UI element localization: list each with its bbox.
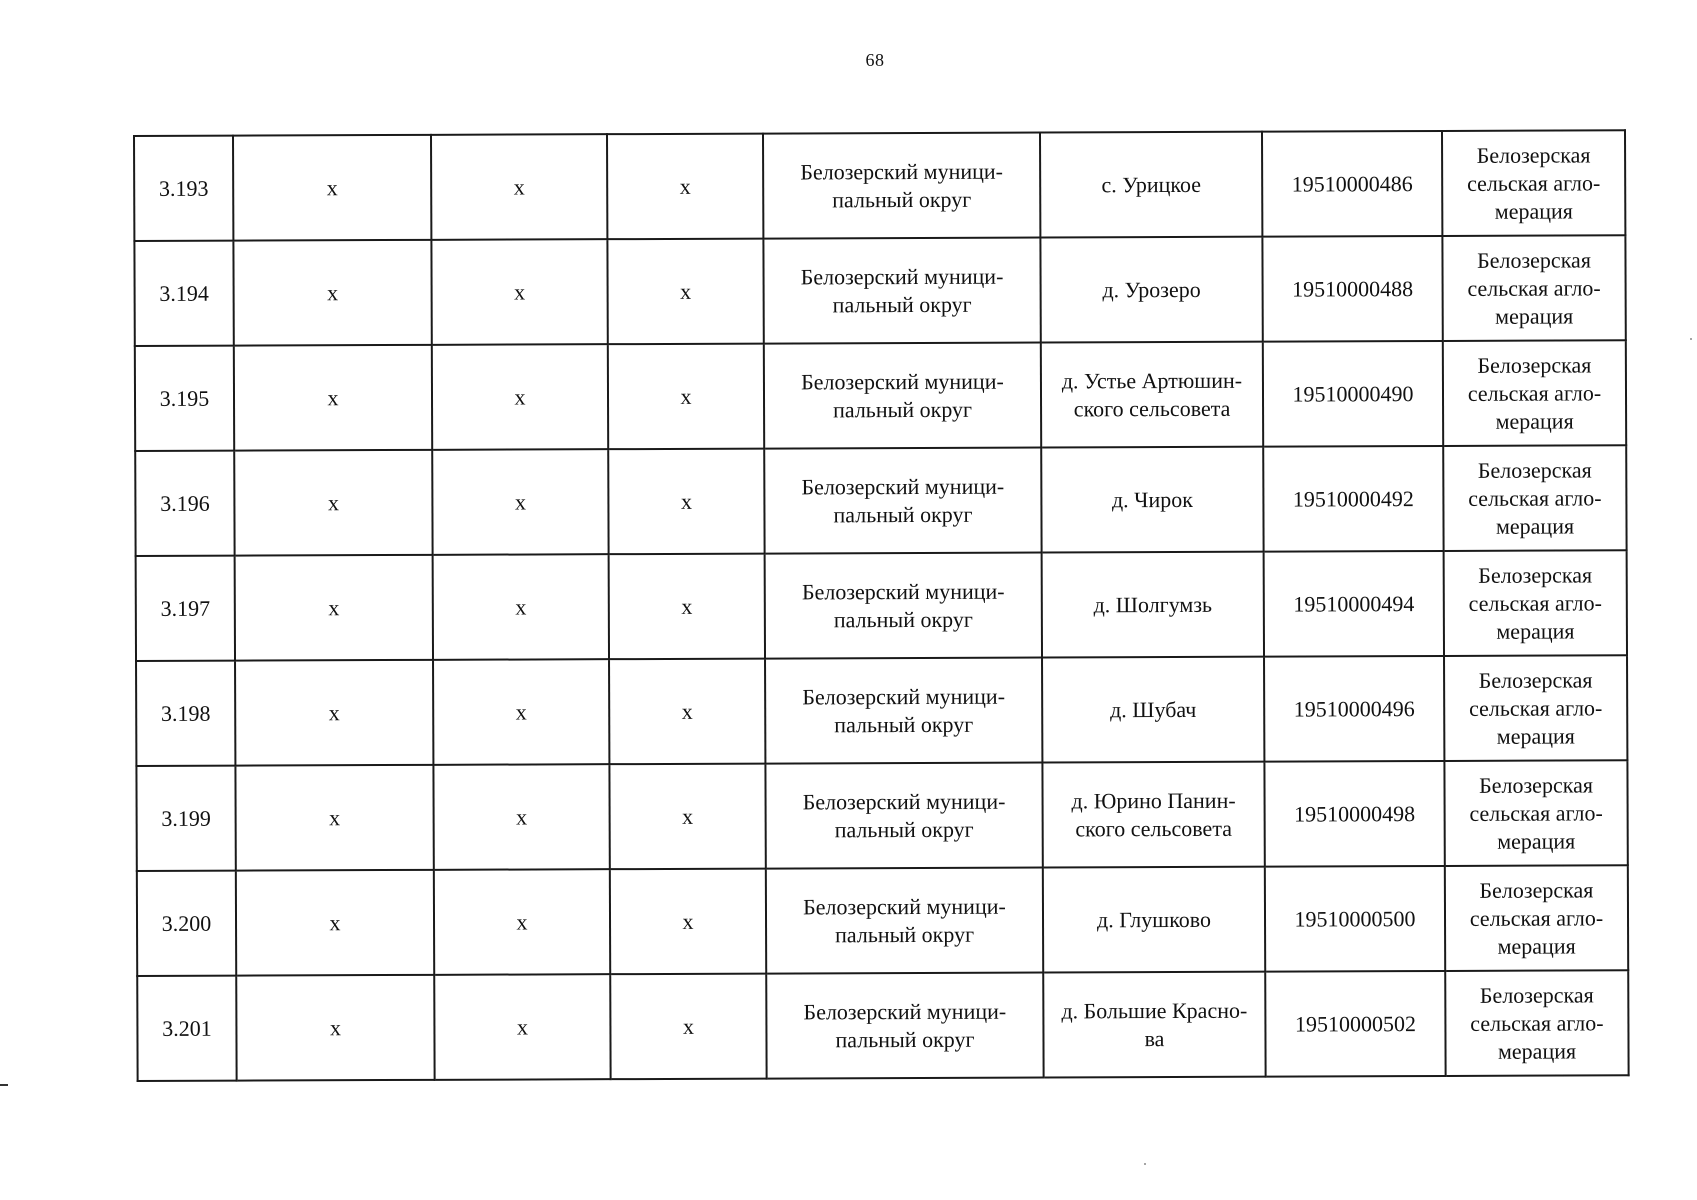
cell-district-text: Белозерский муници- пальный округ <box>801 368 1004 422</box>
cell-x-mark <box>610 974 766 1080</box>
cell-agglomeration <box>1443 340 1626 446</box>
cell-x-mark-text: х <box>681 593 693 619</box>
cell-settlement-text: д. Юрино Панин- ского сельсовета <box>1071 787 1236 841</box>
cell-x-mark <box>608 449 764 555</box>
cell-code-text: 19510000486 <box>1291 170 1413 197</box>
cell-settlement <box>1040 237 1262 343</box>
cell-code <box>1263 341 1443 447</box>
cell-x-mark-text: х <box>680 278 692 304</box>
cell-number-text: 3.201 <box>162 1015 212 1041</box>
margin-mark <box>0 1084 8 1086</box>
cell-agglomeration-text: Белозерская сельская агло- мерация <box>1466 141 1601 224</box>
cell-number <box>135 451 234 556</box>
cell-number-text: 3.200 <box>161 910 212 936</box>
table-row <box>135 340 1626 451</box>
cell-district-text: Белозерский муници- пальный округ <box>803 998 1007 1052</box>
cell-agglomeration <box>1444 760 1627 866</box>
cell-district-text: Белозерский муници- пальный округ <box>801 578 1005 632</box>
cell-agglomeration <box>1445 865 1628 971</box>
cell-x-mark-text: х <box>328 699 340 725</box>
cell-number <box>134 136 233 241</box>
cell-district-text: Белозерский муници- пальный округ <box>800 158 1004 212</box>
scan-speck <box>1144 1163 1146 1165</box>
cell-code <box>1264 656 1444 762</box>
cell-settlement-text: с. Урицкое <box>1101 171 1202 197</box>
cell-x-mark-text: х <box>516 1013 528 1040</box>
cell-settlement <box>1042 552 1264 658</box>
cell-code <box>1263 446 1443 552</box>
cell-settlement-text: д. Шубач <box>1110 696 1197 722</box>
table-row <box>135 445 1626 556</box>
cell-settlement <box>1043 867 1265 973</box>
cell-x-mark-text: х <box>682 1013 694 1039</box>
cell-x-mark-text: х <box>327 279 339 305</box>
cell-x-mark <box>433 554 609 660</box>
cell-number-text: 3.196 <box>160 490 210 516</box>
cell-district-text: Белозерский муници- пальный округ <box>801 473 1005 527</box>
cell-number <box>134 241 233 346</box>
cell-x-mark <box>233 135 431 241</box>
cell-code-text: 19510000502 <box>1294 1010 1416 1037</box>
cell-x-mark <box>235 765 433 871</box>
cell-settlement-text: д. Глушково <box>1096 906 1212 932</box>
cell-x-mark-text: х <box>515 593 527 620</box>
cell-code-text: 19510000500 <box>1294 905 1416 932</box>
cell-x-mark-text: х <box>329 909 341 935</box>
cell-agglomeration <box>1443 445 1626 551</box>
cell-code <box>1264 551 1444 657</box>
cell-number <box>136 766 235 871</box>
scan-speck <box>1690 338 1692 340</box>
cell-settlement-text: д. Шолгумзь <box>1093 591 1213 617</box>
page-number: 68 <box>865 50 885 70</box>
cell-x-mark <box>609 764 765 870</box>
cell-x-mark-text: х <box>328 594 340 620</box>
cell-x-mark <box>609 659 765 765</box>
table-row <box>134 130 1625 241</box>
cell-x-mark-text: х <box>516 908 528 935</box>
cell-code-text: 19510000498 <box>1294 800 1416 827</box>
cell-x-mark-text: х <box>681 698 693 724</box>
cell-district <box>766 868 1043 974</box>
cell-agglomeration-text: Белозерская сельская агло- мерация <box>1470 981 1604 1064</box>
cell-x-mark <box>432 449 608 555</box>
cell-x-mark <box>234 345 432 451</box>
table-row <box>137 865 1628 976</box>
cell-number-text: 3.199 <box>161 805 211 831</box>
cell-x-mark <box>431 134 607 240</box>
cell-settlement <box>1041 447 1263 553</box>
cell-code <box>1264 761 1444 867</box>
cell-x-mark <box>234 450 432 556</box>
cell-code-text: 19510000492 <box>1292 485 1414 512</box>
cell-district <box>764 343 1041 449</box>
cell-code-text: 19510000494 <box>1293 590 1415 617</box>
cell-number <box>137 976 236 1081</box>
cell-code <box>1265 971 1445 1077</box>
settlements-table <box>133 129 1630 1082</box>
cell-district <box>765 658 1042 764</box>
cell-district-text: Белозерский муници- пальный округ <box>802 683 1006 737</box>
cell-x-mark-text: х <box>515 698 527 725</box>
cell-number <box>137 871 236 976</box>
table-row <box>137 970 1628 1081</box>
cell-x-mark-text: х <box>679 173 691 199</box>
cell-district <box>764 448 1041 554</box>
cell-agglomeration <box>1442 235 1625 341</box>
cell-settlement <box>1040 132 1262 238</box>
cell-x-mark-text: х <box>327 384 339 410</box>
cell-x-mark-text: х <box>326 174 338 200</box>
cell-agglomeration-text: Белозерская сельская агло- мерация <box>1469 771 1603 854</box>
cell-x-mark <box>607 239 763 345</box>
cell-x-mark <box>233 240 431 346</box>
cell-x-mark <box>431 239 607 345</box>
cell-x-mark <box>236 870 434 976</box>
cell-district <box>765 553 1042 659</box>
cell-number-text: 3.194 <box>159 280 209 306</box>
cell-agglomeration-text: Белозерская сельская агло- мерация <box>1468 456 1602 539</box>
cell-code-text: 19510000496 <box>1293 695 1415 722</box>
table-row <box>136 655 1627 766</box>
cell-agglomeration-text: Белозерская сельская агло- мерация <box>1467 351 1602 434</box>
cell-agglomeration-text: Белозерская сельская агло- мерация <box>1469 666 1603 749</box>
cell-settlement <box>1041 342 1263 448</box>
cell-x-mark <box>432 344 608 450</box>
cell-code <box>1265 866 1445 972</box>
cell-district <box>765 763 1042 869</box>
cell-x-mark <box>433 764 609 870</box>
table-body <box>134 130 1629 1081</box>
cell-settlement <box>1042 762 1264 868</box>
cell-settlement-text: д. Большие Красно- ва <box>1061 997 1248 1051</box>
cell-district <box>763 238 1040 344</box>
cell-number-text: 3.193 <box>158 175 209 201</box>
cell-settlement-text: д. Устье Артюшин- ского сельсовета <box>1061 367 1243 421</box>
cell-number <box>136 661 235 766</box>
table-row <box>136 550 1627 661</box>
cell-x-mark-text: х <box>329 804 341 830</box>
cell-settlement-text: д. Чирок <box>1111 486 1193 512</box>
cell-agglomeration <box>1445 970 1628 1076</box>
cell-code <box>1262 236 1442 342</box>
table-row <box>134 235 1625 346</box>
cell-settlement-text: д. Урозеро <box>1102 276 1201 302</box>
cell-x-mark <box>236 975 434 1081</box>
cell-district-text: Белозерский муници- пальный округ <box>802 788 1006 842</box>
cell-agglomeration-text: Белозерская сельская агло- мерация <box>1467 246 1601 329</box>
cell-agglomeration-text: Белозерская сельская агло- мерация <box>1469 876 1604 959</box>
cell-x-mark-text: х <box>682 803 694 829</box>
cell-x-mark <box>608 344 764 450</box>
cell-number <box>135 346 234 451</box>
cell-district-text: Белозерский муници- пальный округ <box>803 893 1006 947</box>
cell-district-text: Белозерский муници- пальный округ <box>800 263 1004 317</box>
cell-code <box>1262 131 1442 237</box>
cell-x-mark-text: х <box>513 173 525 200</box>
cell-x-mark <box>433 659 609 765</box>
cell-x-mark <box>235 555 433 661</box>
cell-agglomeration <box>1444 655 1627 761</box>
cell-x-mark-text: х <box>514 488 526 515</box>
cell-x-mark-text: х <box>514 383 526 410</box>
cell-x-mark <box>235 660 433 766</box>
table-row <box>136 760 1627 871</box>
cell-number <box>136 556 235 661</box>
cell-x-mark-text: х <box>327 489 339 515</box>
cell-settlement <box>1042 657 1264 763</box>
cell-x-mark <box>609 554 765 660</box>
cell-settlement <box>1043 972 1265 1078</box>
cell-x-mark <box>607 134 763 240</box>
cell-x-mark <box>434 869 610 975</box>
cell-x-mark-text: х <box>516 803 528 830</box>
cell-agglomeration <box>1442 130 1625 236</box>
cell-number-text: 3.197 <box>160 595 211 621</box>
cell-district <box>766 973 1043 1079</box>
cell-x-mark-text: х <box>329 1014 341 1040</box>
cell-x-mark-text: х <box>514 278 526 305</box>
cell-x-mark <box>610 869 766 975</box>
cell-number-text: 3.198 <box>160 700 211 726</box>
cell-x-mark-text: х <box>680 383 692 409</box>
cell-code-text: 19510000490 <box>1292 380 1414 407</box>
cell-agglomeration-text: Белозерская сельская агло- мерация <box>1468 561 1602 644</box>
cell-x-mark <box>434 974 610 1080</box>
cell-x-mark-text: х <box>682 908 694 934</box>
cell-district <box>763 133 1040 239</box>
cell-agglomeration <box>1444 550 1627 656</box>
cell-x-mark-text: х <box>680 488 692 514</box>
cell-code-text: 19510000488 <box>1292 275 1414 302</box>
cell-number-text: 3.195 <box>159 385 210 411</box>
